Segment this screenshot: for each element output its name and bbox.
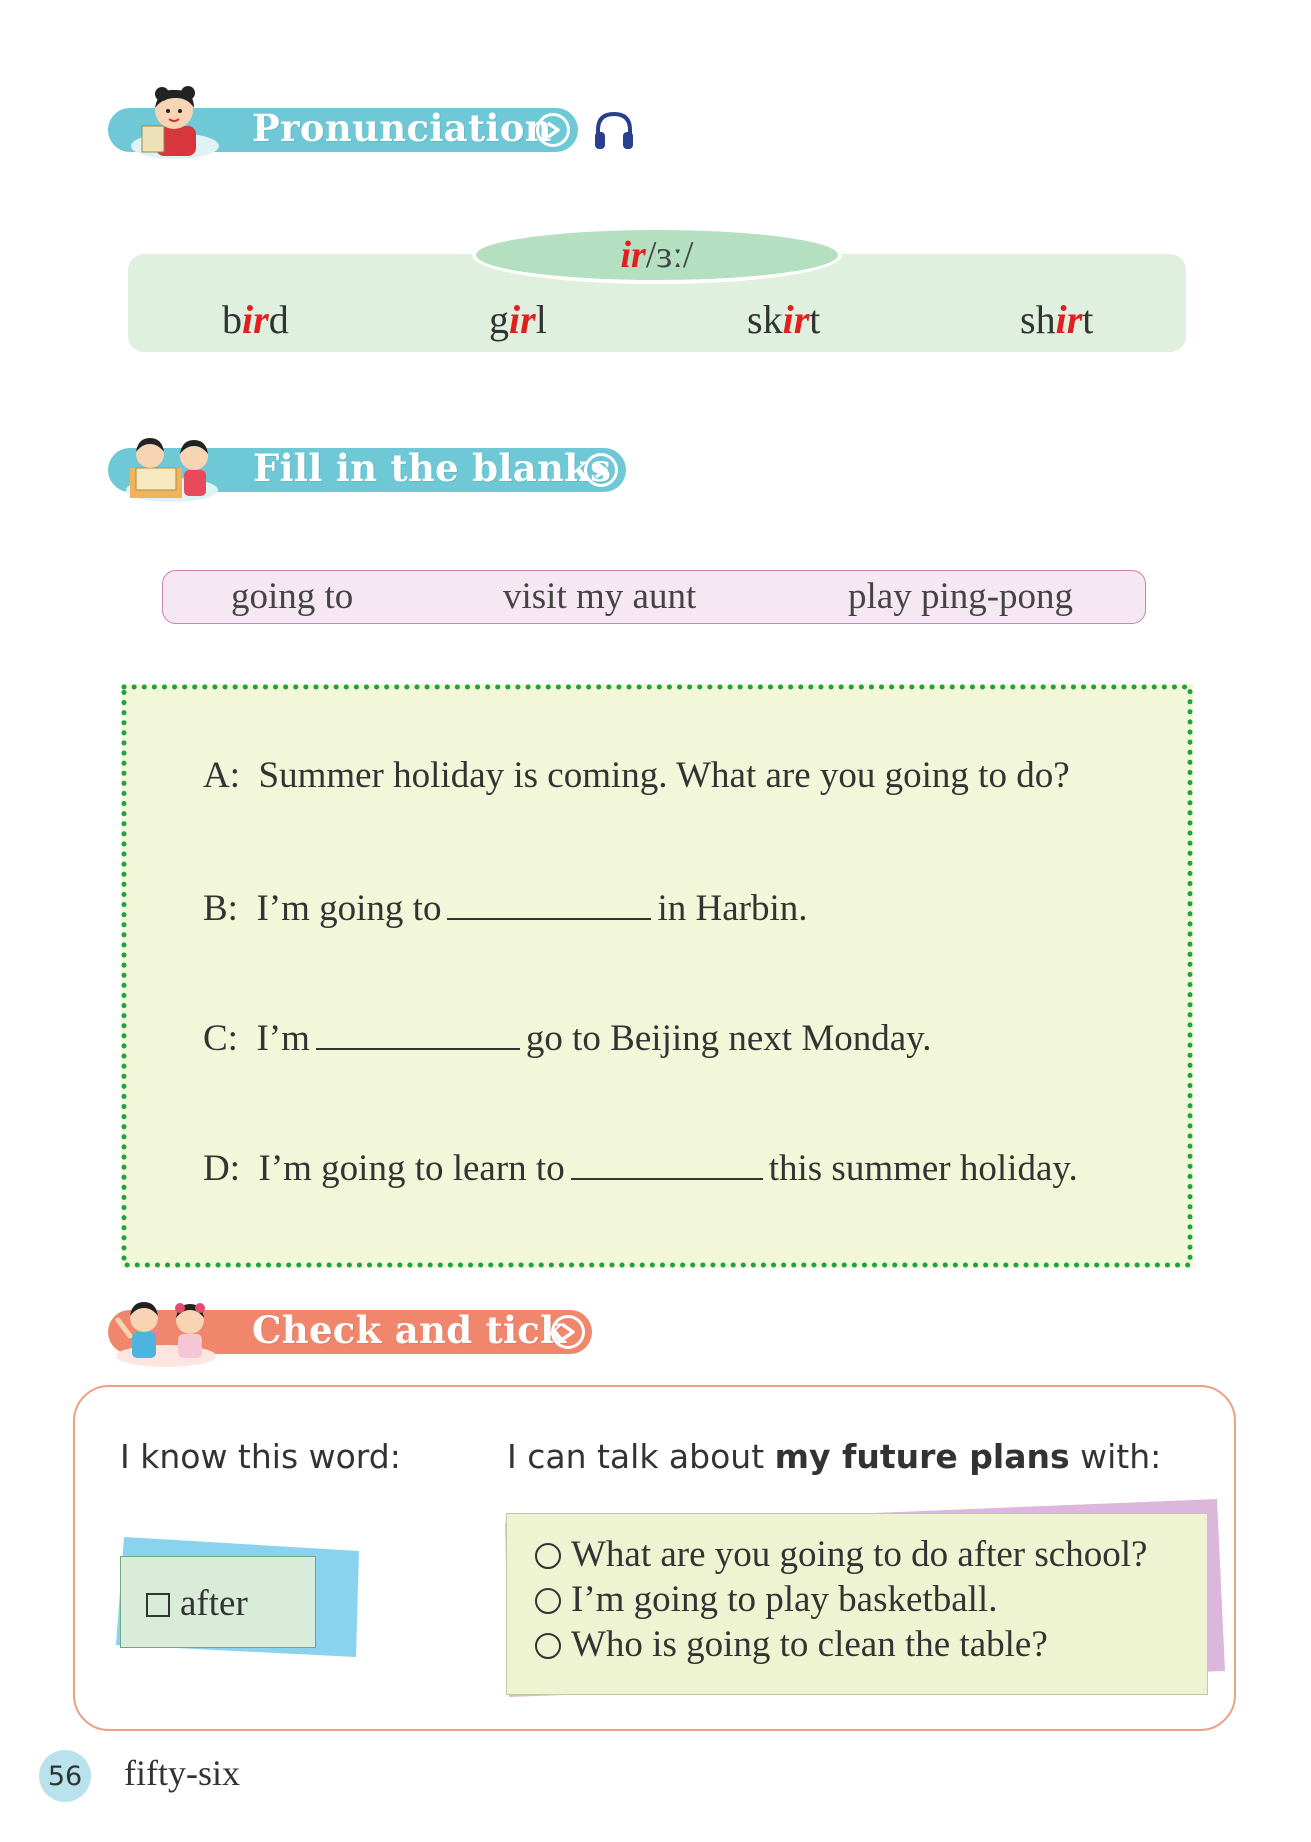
dialog-line-a <box>203 754 1070 797</box>
option-radio-2[interactable] <box>535 1588 561 1614</box>
option-radio-3[interactable] <box>535 1633 561 1659</box>
dialog-b-text-after: in Harbin. <box>657 888 808 929</box>
option-text-3: Who is going to clean the table? <box>571 1624 1048 1665</box>
page-number: 56 <box>47 1760 83 1792</box>
girl-reading-avatar <box>128 82 223 162</box>
phonics-word-girl: girl <box>489 297 547 342</box>
phonics-sound-label <box>472 226 842 284</box>
phonics-word-skirt: skirt <box>747 297 821 342</box>
dialog-a-text: Summer holiday is coming. What are you going to do? <box>258 755 1070 796</box>
option-row-2 <box>535 1578 997 1621</box>
phonics-word-bird: bird <box>222 297 289 342</box>
dialog-d-text-before: I’m going to learn to <box>258 1148 565 1189</box>
dialog-line-b <box>203 884 807 930</box>
dialog-d-text-after: this summer holiday. <box>768 1148 1078 1189</box>
check-tick-title: Check and tick <box>252 1308 567 1352</box>
option-radio-1[interactable] <box>535 1543 561 1569</box>
pronunciation-title: Pronunciation <box>252 106 552 150</box>
headphones-icon[interactable] <box>592 108 636 152</box>
check-tick-play-icon[interactable] <box>551 1315 585 1349</box>
word-bank <box>162 570 1146 624</box>
future-plans-bold: my future plans <box>774 1437 1070 1476</box>
option-text-2: I’m going to play basketball. <box>571 1579 998 1620</box>
speaker-c: C: <box>203 1018 238 1059</box>
word-bank-item-play-ping-pong: play ping-pong <box>848 576 1074 617</box>
page-number-words: fifty-six <box>124 1753 240 1793</box>
speaker-d: D: <box>203 1148 240 1189</box>
option-text-1: What are you going to do after school? <box>571 1534 1148 1575</box>
fill-blanks-play-icon[interactable] <box>584 453 618 487</box>
talk-about-label: I can talk about my future plans with: <box>507 1437 1162 1476</box>
option-row-1 <box>535 1533 1147 1576</box>
dialog-line-c <box>203 1014 932 1060</box>
option-row-3 <box>535 1623 1048 1666</box>
kids-reading-avatar <box>122 432 222 504</box>
blank-c[interactable] <box>316 1014 520 1050</box>
page-number-badge <box>39 1750 91 1802</box>
dialog-b-text-before: I’m going to <box>256 888 442 929</box>
sound-symbol: /ɜː/ <box>645 234 694 276</box>
speaker-b: B: <box>203 888 238 929</box>
dialog-line-d <box>203 1144 1078 1190</box>
word-bank-item-going-to: going to <box>231 576 354 617</box>
blank-d[interactable] <box>571 1144 763 1180</box>
word-bank-item-visit-my-aunt: visit my aunt <box>503 576 697 617</box>
speaker-a: A: <box>203 755 240 796</box>
know-word-label: I know this word: <box>120 1437 401 1476</box>
fill-blanks-title: Fill in the blanks <box>253 446 612 490</box>
blank-b[interactable] <box>447 884 651 920</box>
pronunciation-play-icon[interactable] <box>536 113 570 147</box>
word-after: after <box>180 1583 248 1624</box>
word-checkbox[interactable] <box>146 1593 170 1617</box>
word-check-item <box>146 1582 248 1625</box>
dialog-c-text-before: I’m <box>256 1018 310 1059</box>
kids-waving-avatar <box>110 1296 222 1368</box>
sound-letters: ir <box>620 234 646 276</box>
phonics-word-shirt: shirt <box>1020 297 1094 342</box>
dialog-c-text-after: go to Beijing next Monday. <box>525 1018 932 1059</box>
